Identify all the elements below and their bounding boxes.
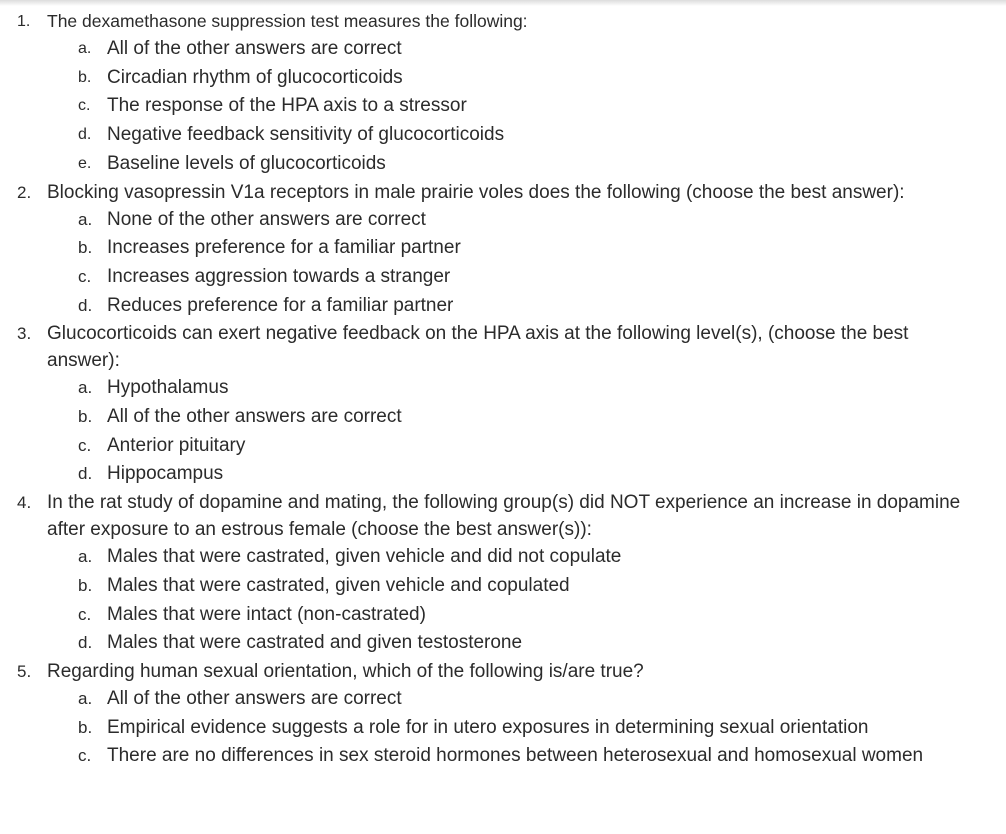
option-text: All of the other answers are correct xyxy=(107,687,402,709)
option-4b xyxy=(0,572,1006,601)
option-text: All of the other answers are correct xyxy=(107,38,402,59)
option-letter: b. xyxy=(78,68,92,86)
option-letter: d. xyxy=(78,633,93,653)
option-text: All of the other answers are correct xyxy=(107,406,402,428)
option-2c xyxy=(0,263,1006,292)
option-letter: d. xyxy=(78,126,92,144)
option-letter: c. xyxy=(78,435,92,455)
option-list xyxy=(0,35,1006,179)
question-list xyxy=(0,8,1006,770)
question-text: Regarding human sexual orientation, which of the following is/are true? xyxy=(47,660,644,682)
option-1d xyxy=(0,121,1006,150)
option-letter: c. xyxy=(78,746,92,766)
option-text: None of the other answers are correct xyxy=(107,208,426,230)
option-letter: b. xyxy=(78,717,93,737)
option-3b xyxy=(0,403,1006,432)
option-3d xyxy=(0,460,1006,489)
question-text: In the rat study of dopamine and mating, the following group(s) did NOT experience an increase in dopamine after exposure to an estrous female (choose the best answer(s)): xyxy=(47,492,961,541)
option-letter: a. xyxy=(78,688,93,708)
option-text: Males that were intact (non-castrated) xyxy=(107,603,426,625)
question-2 xyxy=(0,179,1006,321)
option-letter: d. xyxy=(78,295,93,315)
question-2-stem xyxy=(0,179,1006,206)
option-letter: c. xyxy=(78,604,92,624)
option-letter: b. xyxy=(78,575,93,595)
option-text: Increases preference for a familiar partner xyxy=(107,237,461,259)
option-text: Baseline levels of glucocorticoids xyxy=(107,152,386,174)
option-letter: a. xyxy=(78,209,93,229)
question-number: 4. xyxy=(17,493,32,513)
option-text: Reduces preference for a familiar partner xyxy=(107,294,454,316)
top-edge-shadow xyxy=(0,0,1006,6)
option-text: Empirical evidence suggests a role for in utero exposures in determining sexual orientation xyxy=(107,716,869,738)
option-4a xyxy=(0,543,1006,572)
option-letter: a. xyxy=(78,378,93,398)
option-list xyxy=(0,206,1006,321)
option-2a xyxy=(0,206,1006,235)
question-text: Glucocorticoids can exert negative feedback on the HPA axis at the following level(s), (choose the best answer): xyxy=(47,323,909,372)
option-1b xyxy=(0,64,1006,93)
option-list xyxy=(0,374,1006,489)
option-letter: a. xyxy=(78,40,92,57)
option-letter: a. xyxy=(78,547,93,567)
option-letter: b. xyxy=(78,407,93,427)
question-4 xyxy=(0,489,1006,658)
question-1-stem xyxy=(0,8,1006,35)
option-1c xyxy=(0,92,1006,121)
question-3 xyxy=(0,320,1006,489)
option-text: Anterior pituitary xyxy=(107,434,246,456)
option-3c xyxy=(0,432,1006,461)
option-letter: c. xyxy=(78,266,92,286)
option-2b xyxy=(0,234,1006,263)
question-text: Blocking vasopressin V1a receptors in male prairie voles does the following (choose the best answer): xyxy=(47,181,905,203)
option-text: Increases aggression towards a stranger xyxy=(107,265,451,287)
option-text: The response of the HPA axis to a stressor xyxy=(107,95,467,117)
option-letter: b. xyxy=(78,238,93,258)
option-text: Hypothalamus xyxy=(107,377,229,399)
option-1a xyxy=(0,35,1006,64)
option-5b xyxy=(0,714,1006,743)
question-4-stem xyxy=(0,489,1006,543)
option-letter: d. xyxy=(78,464,93,484)
option-5a xyxy=(0,685,1006,714)
option-text: Males that were castrated, given vehicle and copulated xyxy=(107,574,570,596)
option-text: Negative feedback sensitivity of glucocorticoids xyxy=(107,124,505,146)
question-5 xyxy=(0,658,1006,770)
option-1e xyxy=(0,150,1006,179)
option-text: Circadian rhythm of glucocorticoids xyxy=(107,66,403,88)
option-list xyxy=(0,685,1006,770)
question-1 xyxy=(0,8,1006,179)
option-text: Males that were castrated, given vehicle and did not copulate xyxy=(107,546,622,568)
question-number: 5. xyxy=(17,661,32,681)
question-5-stem xyxy=(0,658,1006,685)
question-number: 3. xyxy=(17,324,32,344)
option-4d xyxy=(0,629,1006,658)
question-number: 2. xyxy=(17,182,32,202)
option-text: Males that were castrated and given testosterone xyxy=(107,632,523,654)
option-letter: c. xyxy=(78,97,91,115)
option-4c xyxy=(0,601,1006,630)
option-3a xyxy=(0,374,1006,403)
option-text: There are no differences in sex steroid hormones between heterosexual and homosexual women xyxy=(107,745,924,767)
option-letter: e. xyxy=(78,154,92,172)
question-number: 1. xyxy=(17,13,31,30)
option-5c xyxy=(0,742,1006,770)
question-text: The dexamethasone suppression test measures the following: xyxy=(47,11,528,31)
option-2d xyxy=(0,292,1006,321)
option-list xyxy=(0,543,1006,658)
question-3-stem xyxy=(0,320,1006,374)
option-text: Hippocampus xyxy=(107,463,224,485)
